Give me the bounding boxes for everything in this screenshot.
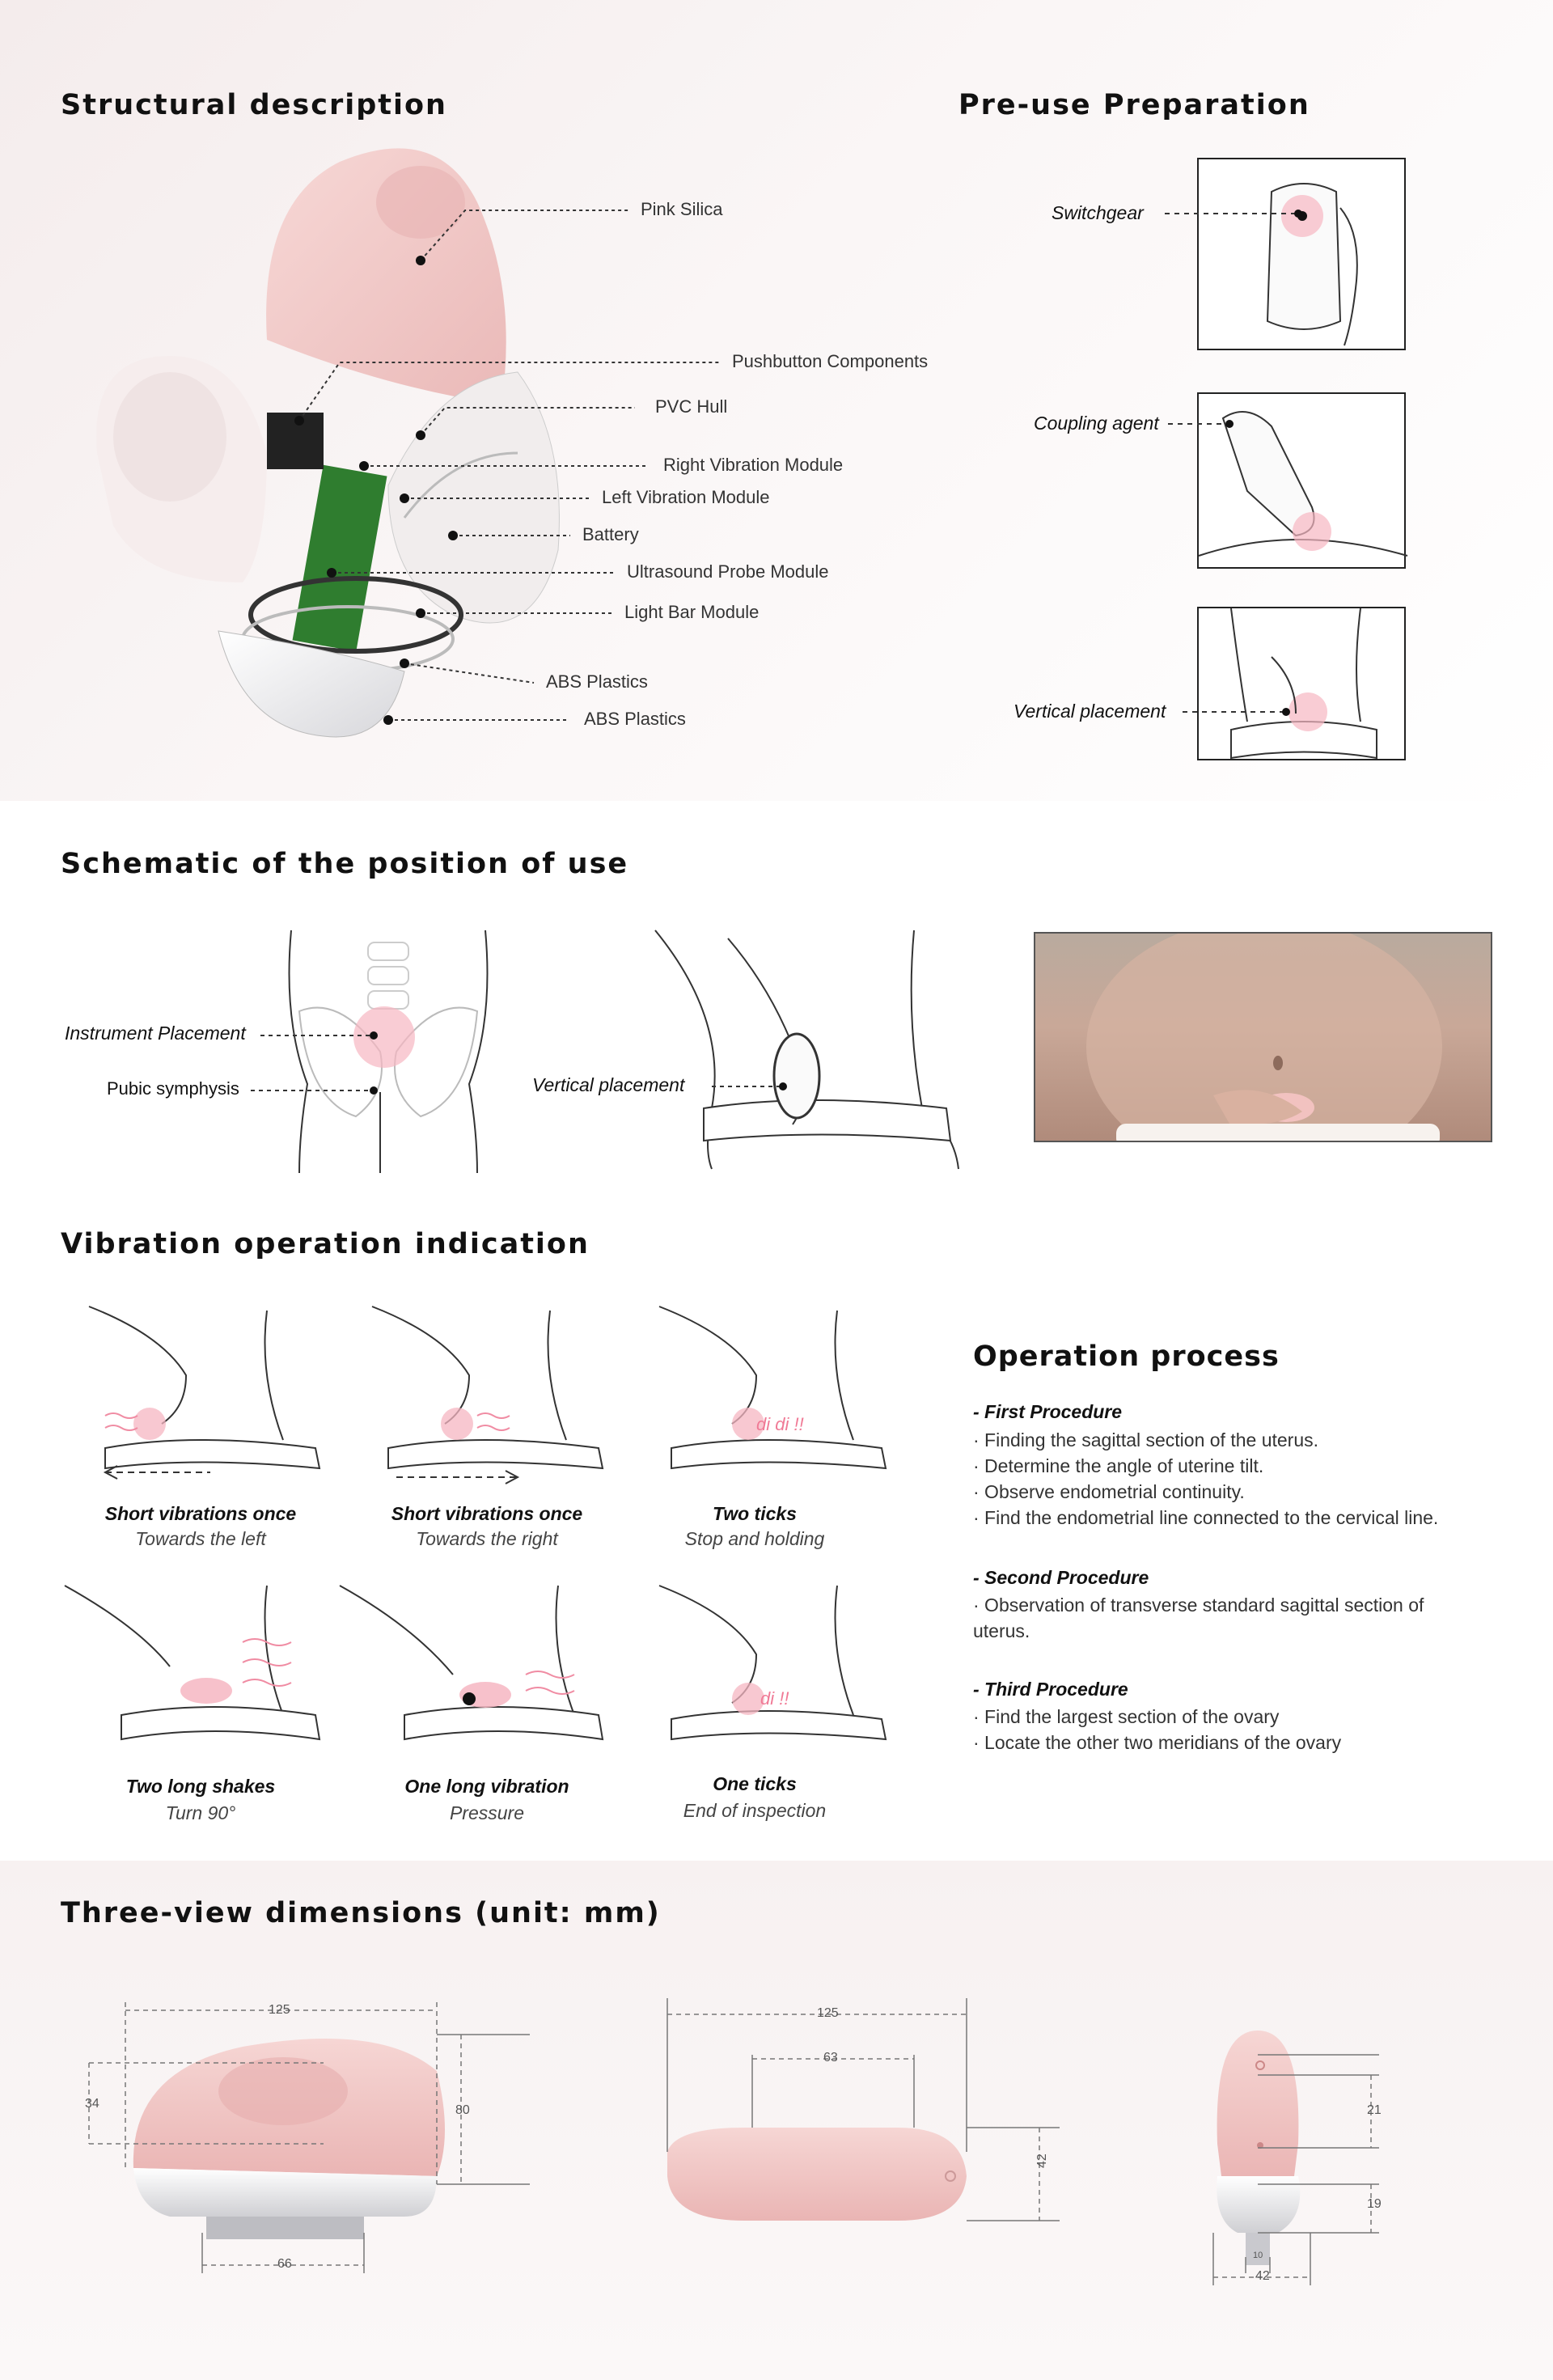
vibration-sub-5: Pressure [449, 1802, 525, 1823]
vibration-title-3: Two ticks [713, 1503, 797, 1524]
procedure-1-step-4: · Find the endometrial line connected to the cervical line. [973, 1507, 1439, 1528]
vibration-title-6: One ticks [713, 1773, 797, 1794]
label-right-vibration: Right Vibration Module [663, 455, 844, 475]
label-pushbutton: Pushbutton Components [732, 351, 929, 371]
vibration-sub-1: Towards the left [135, 1528, 266, 1549]
dim-v1-left: 34 [85, 2097, 99, 2111]
label-abs-plastics-2: ABS Plastics [584, 709, 686, 729]
vibration-title-2: Short vibrations once [391, 1503, 583, 1524]
dim-v1-base: 66 [277, 2257, 292, 2271]
procedure-3-step-1: · Find the largest section of the ovary [973, 1706, 1280, 1727]
label-vertical-placement: Vertical placement [532, 1074, 685, 1095]
sound-text-one-tick: di !! [760, 1688, 789, 1709]
procedure-2-step-1: · Observation of transverse standard sagittal section of [973, 1594, 1424, 1616]
section-title-structural: Structural description [61, 89, 447, 121]
dim-v1-height: 80 [455, 2103, 470, 2117]
label-light-bar: Light Bar Module [624, 602, 760, 622]
dim-v1-width: 125 [269, 2003, 290, 2017]
vibration-title-4: Two long shakes [125, 1776, 276, 1797]
dim-v3-small: 10 [1253, 2251, 1263, 2260]
label-pubic-symphysis: Pubic symphysis [107, 1078, 239, 1099]
procedure-2-step-2: uterus. [973, 1620, 1030, 1641]
dim-v3-bottom: 19 [1367, 2197, 1382, 2211]
procedure-2-name: - Second Procedure [973, 1567, 1149, 1588]
label-switchgear: Switchgear [1052, 202, 1144, 223]
label-pvc-hull: PVC Hull [655, 396, 728, 417]
dim-v2-width: 125 [817, 2006, 839, 2020]
vibration-sub-2: Towards the right [416, 1528, 558, 1549]
label-battery: Battery [582, 524, 639, 544]
procedure-1-step-1: · Finding the sagittal section of the uterus. [973, 1429, 1319, 1450]
section-title-schematic: Schematic of the position of use [61, 848, 629, 880]
sound-text-two-ticks: di di !! [756, 1414, 804, 1434]
label-left-vibration: Left Vibration Module [602, 487, 770, 507]
label-pink-silica: Pink Silica [641, 199, 723, 219]
procedure-1-name: - First Procedure [973, 1401, 1123, 1422]
dim-v3-top: 21 [1367, 2103, 1382, 2117]
label-vertical-placement-preuse: Vertical placement [1013, 701, 1166, 722]
label-instrument-placement: Instrument Placement [65, 1023, 246, 1044]
vibration-sub-3: Stop and holding [684, 1528, 825, 1549]
label-ultrasound-probe: Ultrasound Probe Module [627, 561, 829, 582]
vibration-sub-6: End of inspection [683, 1800, 827, 1821]
dim-v2-inner: 63 [823, 2051, 838, 2065]
label-coupling-agent: Coupling agent [1034, 413, 1159, 434]
section-title-preuse: Pre-use Preparation [958, 89, 1310, 121]
dim-v2-height: 42 [1035, 2153, 1049, 2168]
label-abs-plastics-1: ABS Plastics [546, 671, 648, 692]
vibration-title-1: Short vibrations once [104, 1503, 297, 1524]
vibration-sub-4: Turn 90° [165, 1802, 236, 1823]
dim-v3-base: 42 [1255, 2269, 1270, 2283]
operation-title: Operation process [973, 1340, 1280, 1373]
section-title-vibration: Vibration operation indication [61, 1228, 590, 1260]
procedure-3-name: - Third Procedure [973, 1679, 1128, 1700]
procedure-1-step-3: · Observe endometrial continuity. [973, 1481, 1245, 1502]
vibration-title-5: One long vibration [404, 1776, 569, 1797]
procedure-3-step-2: · Locate the other two meridians of the ovary [973, 1732, 1342, 1753]
section-title-three-view: Three-view dimensions (unit: mm) [61, 1897, 661, 1929]
procedure-1-step-2: · Determine the angle of uterine tilt. [973, 1455, 1264, 1476]
